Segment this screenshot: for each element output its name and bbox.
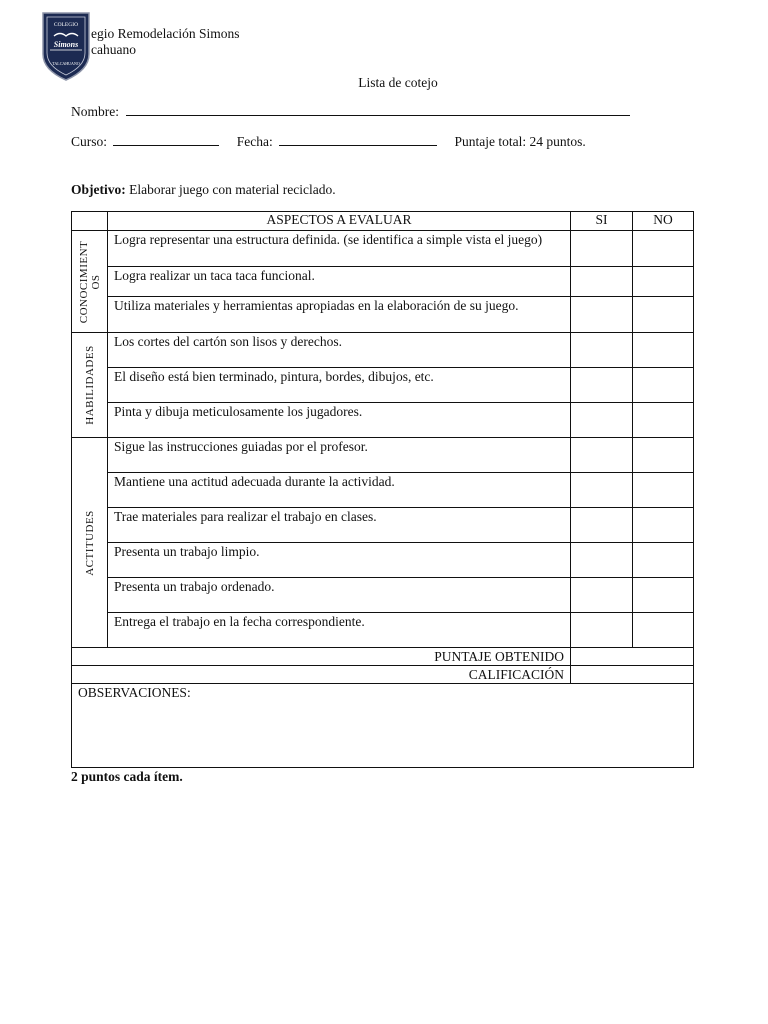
no-checkbox[interactable] <box>633 231 694 267</box>
table-row <box>72 613 694 648</box>
group-habilidades-label: HABILIDADES <box>83 345 96 425</box>
no-checkbox[interactable] <box>633 403 694 438</box>
objective-text: Elaborar juego con material reciclado. <box>125 182 336 197</box>
si-checkbox[interactable] <box>571 578 633 613</box>
group-actitudes <box>72 438 108 648</box>
header-si: SI <box>571 212 633 231</box>
nombre-row <box>71 104 630 120</box>
objective-label: Objetivo: <box>71 182 126 197</box>
no-checkbox[interactable] <box>633 543 694 578</box>
criterion-text: Utiliza materiales y herramientas apropiadas en la elaboración de su juego. <box>108 297 571 333</box>
calificacion-value[interactable] <box>571 666 694 684</box>
curso-blank[interactable] <box>113 144 219 146</box>
criterion-text: Entrega el trabajo en la fecha correspondiente. <box>108 613 571 648</box>
header-no: NO <box>633 212 694 231</box>
table-row <box>72 267 694 297</box>
si-checkbox[interactable] <box>571 297 633 333</box>
no-checkbox[interactable] <box>633 473 694 508</box>
criterion-text: Mantiene una actitud adecuada durante la actividad. <box>108 473 571 508</box>
fecha-label: Fecha: <box>236 134 273 149</box>
logo-text-mid: Simons <box>53 40 79 49</box>
si-checkbox[interactable] <box>571 473 633 508</box>
logo-text-top: COLEGIO <box>53 22 79 28</box>
calificacion-row <box>72 666 694 684</box>
table-row <box>72 508 694 543</box>
fecha-blank[interactable] <box>279 144 437 146</box>
si-checkbox[interactable] <box>571 438 633 473</box>
si-checkbox[interactable] <box>571 508 633 543</box>
no-checkbox[interactable] <box>633 297 694 333</box>
criterion-text: Logra representar una estructura definida. (se identifica a simple vista el juego) <box>108 231 571 267</box>
si-checkbox[interactable] <box>571 267 633 297</box>
no-checkbox[interactable] <box>633 438 694 473</box>
si-checkbox[interactable] <box>571 333 633 368</box>
puntaje-obtenido-row <box>72 648 694 666</box>
si-checkbox[interactable] <box>571 613 633 648</box>
puntaje-total: Puntaje total: 24 puntos. <box>454 134 586 149</box>
header-aspects: ASPECTOS A EVALUAR <box>108 212 571 231</box>
group-label-line1: CONOCIMIENT <box>77 240 90 323</box>
table-row <box>72 368 694 403</box>
nombre-label: Nombre: <box>71 104 119 119</box>
no-checkbox[interactable] <box>633 368 694 403</box>
no-checkbox[interactable] <box>633 267 694 297</box>
table-header-row <box>72 212 694 231</box>
group-habilidades <box>72 333 108 438</box>
table-row <box>72 231 694 267</box>
puntaje-obtenido-value[interactable] <box>571 648 694 666</box>
footer-note: 2 puntos cada ítem. <box>71 769 183 784</box>
table-row <box>72 297 694 333</box>
table-row <box>72 473 694 508</box>
logo-text-bottom: TALCAHUANO <box>52 61 80 66</box>
group-label-line2: OS <box>89 273 102 290</box>
observaciones-row <box>72 684 694 768</box>
curso-label: Curso: <box>71 134 108 149</box>
puntaje-obtenido-label: PUNTAJE OBTENIDO <box>72 648 571 666</box>
group-actitudes-label: ACTITUDES <box>83 509 96 576</box>
criterion-text: Pinta y dibuja meticulosamente los jugadores. <box>108 403 571 438</box>
criterion-text: El diseño está bien terminado, pintura, bordes, dibujos, etc. <box>108 368 571 403</box>
table-row <box>72 403 694 438</box>
objective <box>71 182 336 198</box>
criterion-text: Los cortes del cartón son lisos y derechos. <box>108 333 571 368</box>
criterion-text: Sigue las instrucciones guiadas por el profesor. <box>108 438 571 473</box>
si-checkbox[interactable] <box>571 368 633 403</box>
group-conocimientos-label <box>78 240 102 323</box>
criterion-text: Trae materiales para realizar el trabajo en clases. <box>108 508 571 543</box>
criterion-text: Presenta un trabajo limpio. <box>108 543 571 578</box>
school-logo <box>40 10 92 82</box>
si-checkbox[interactable] <box>571 231 633 267</box>
observaciones-label: OBSERVACIONES: <box>78 685 191 700</box>
table-row <box>72 438 694 473</box>
no-checkbox[interactable] <box>633 613 694 648</box>
criterion-text: Presenta un trabajo ordenado. <box>108 578 571 613</box>
observaciones-box[interactable] <box>72 684 694 768</box>
criterion-text: Logra realizar un taca taca funcional. <box>108 267 571 297</box>
school-name-line2: cahuano <box>91 42 136 57</box>
si-checkbox[interactable] <box>571 543 633 578</box>
table-row <box>72 543 694 578</box>
calificacion-label: CALIFICACIÓN <box>72 666 571 684</box>
no-checkbox[interactable] <box>633 508 694 543</box>
nombre-blank[interactable] <box>126 114 630 116</box>
evaluation-table <box>71 211 694 768</box>
school-name-line1: egio Remodelación Simons <box>91 26 240 41</box>
si-checkbox[interactable] <box>571 403 633 438</box>
table-row <box>72 333 694 368</box>
group-conocimientos <box>72 231 108 333</box>
table-row <box>72 578 694 613</box>
document-title: Lista de cotejo <box>358 75 438 90</box>
no-checkbox[interactable] <box>633 578 694 613</box>
curso-fecha-row <box>71 134 586 150</box>
no-checkbox[interactable] <box>633 333 694 368</box>
school-name <box>91 26 239 58</box>
header-blank-cell <box>72 212 108 231</box>
